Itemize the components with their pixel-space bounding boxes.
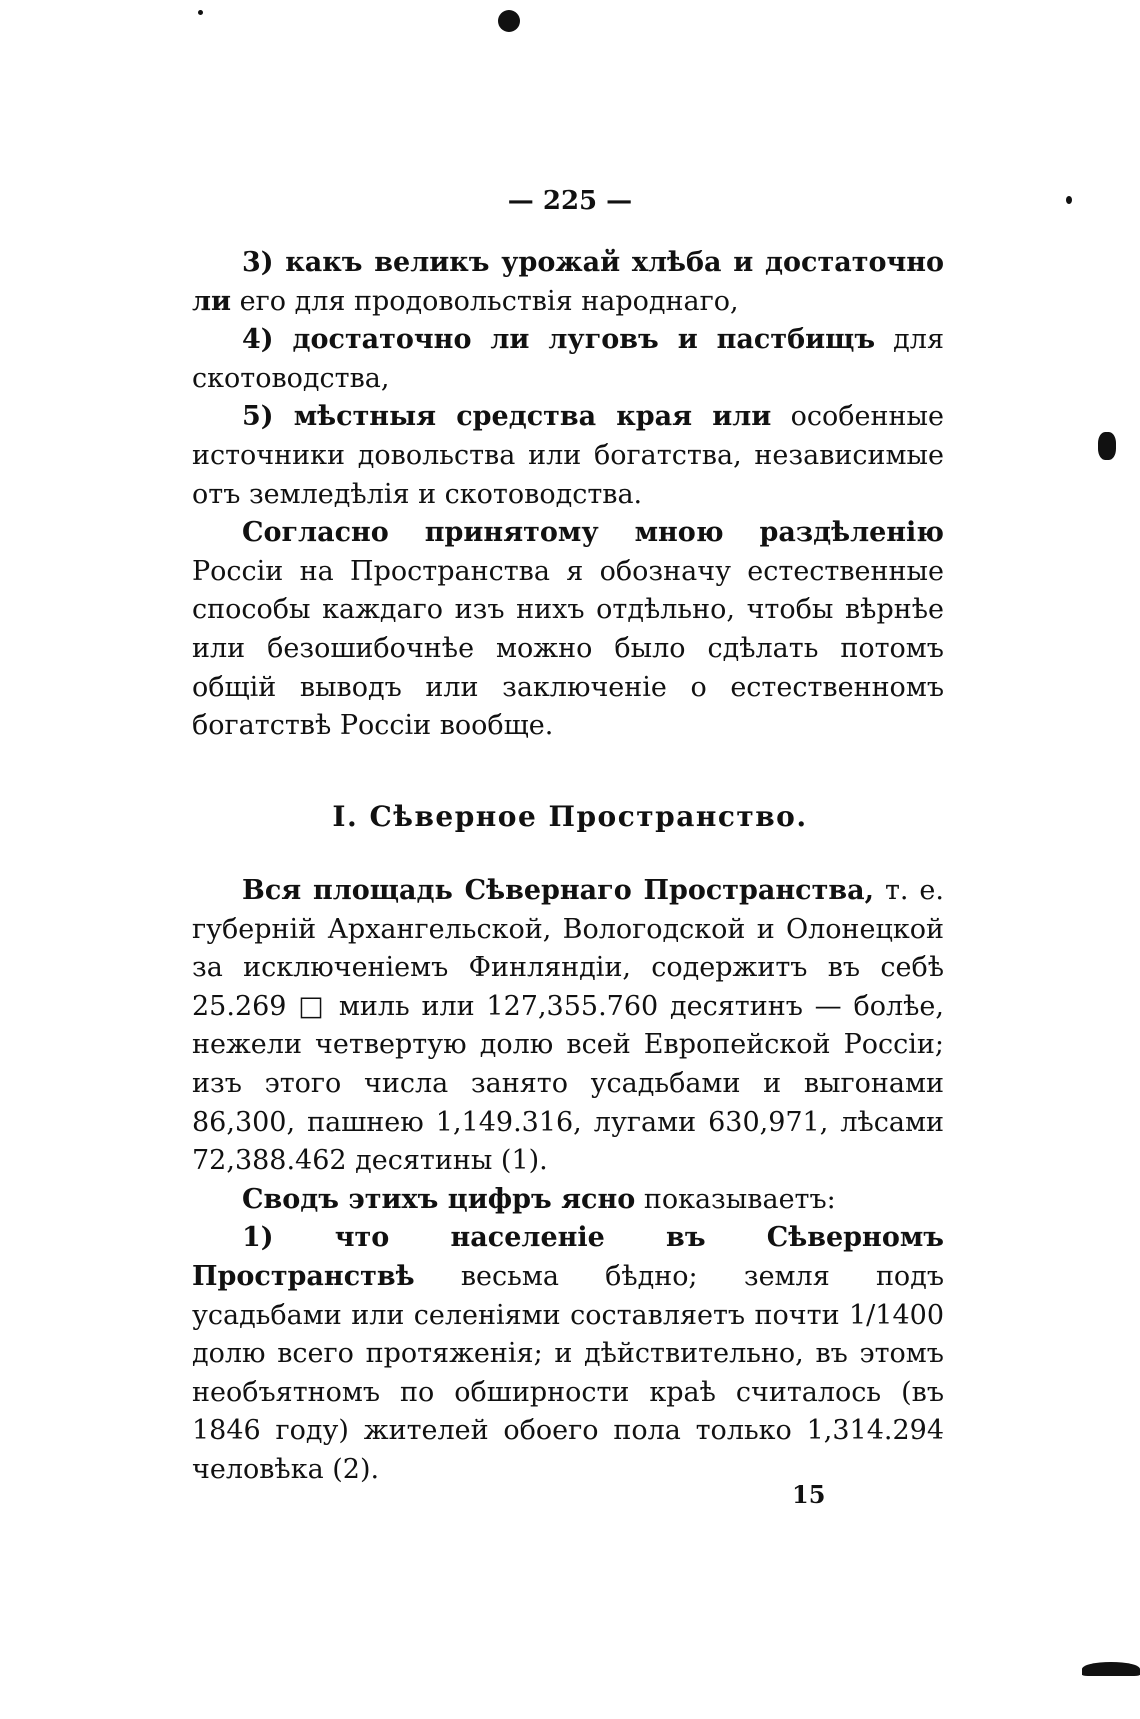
paragraph-lead: Согласно принятому мною раздѣленію <box>242 517 944 549</box>
paragraph-lead: 5) мѣстныя средства края или <box>242 401 772 433</box>
signature-mark: 15 <box>792 1480 826 1509</box>
paragraph-population <box>192 1219 944 1489</box>
ink-speck <box>198 10 203 15</box>
paragraph-lead: Вся площадь Сѣвернаго Пространства, <box>242 875 874 906</box>
paragraph-rest: для скотоводства, <box>192 324 944 394</box>
paragraph-rest: т. е. губерній Архангельской, Вологодской и Олонецкой за исключеніемъ Финляндіи, содержитъ въ себѣ 25.269 □ миль или 127,355.760 десятинъ — болѣе, нежели четвертую долю всей Европейской Россіи; изъ этого числа занято усадьбами и выгонами 86,300, пашнею 1,149.316, лугами 630,971, лѣсами 72,388.462 десятины (1). <box>192 875 944 1177</box>
paragraph-lead: 3) какъ великъ урожай хлѣба и достаточно ли <box>192 247 944 317</box>
paragraph-rest: показываетъ: <box>635 1183 836 1215</box>
paragraph-rest: весьма бѣдно; земля подъ усадьбами или селеніями составляетъ почти 1/1400 долю всего протяженія; и дѣйствительно, въ этомъ необъятномъ по обширности краѣ считалось (въ 1846 году) жителей обоего пола только 1,314.294 человѣка (2). <box>192 1260 944 1485</box>
section-heading: I. Сѣверное Пространство. <box>332 800 808 833</box>
ink-speck <box>1098 432 1116 460</box>
ink-speck <box>1066 196 1072 204</box>
paragraph-lead: 1) что населеніе въ Сѣверномъ Пространствѣ <box>192 1222 944 1292</box>
paragraph-rest: его для продовольствія народнаго, <box>231 285 739 317</box>
paragraph-division <box>192 514 944 746</box>
paragraph-lead: Сводъ этихъ цифръ ясно <box>242 1183 636 1215</box>
paragraph-rest: особенные источники довольства или богатства, независимые отъ земледѣлія и скотоводства. <box>192 401 944 510</box>
paragraph-rest: Россіи на Пространства я обозначу естественные способы каждаго изъ нихъ отдѣльно, чтобы вѣрнѣе или безошибочнѣе можно было сдѣлать потомъ общій выводъ или заключеніе о естественномъ богатствѣ Россіи вообще. <box>192 555 944 742</box>
paragraph-item-4 <box>192 321 944 398</box>
ink-speck <box>1082 1662 1140 1676</box>
page-number: — 225 — <box>507 186 633 216</box>
paragraph-summary <box>192 1181 944 1220</box>
ink-speck <box>498 10 520 32</box>
paragraph-area <box>192 872 944 1181</box>
text-block-top <box>192 244 944 746</box>
paragraph-item-5 <box>192 398 944 514</box>
paragraph-item-3 <box>192 244 944 321</box>
paragraph-lead: 4) достаточно ли луговъ и пастбищъ <box>242 324 876 356</box>
text-block-bottom <box>192 872 944 1490</box>
